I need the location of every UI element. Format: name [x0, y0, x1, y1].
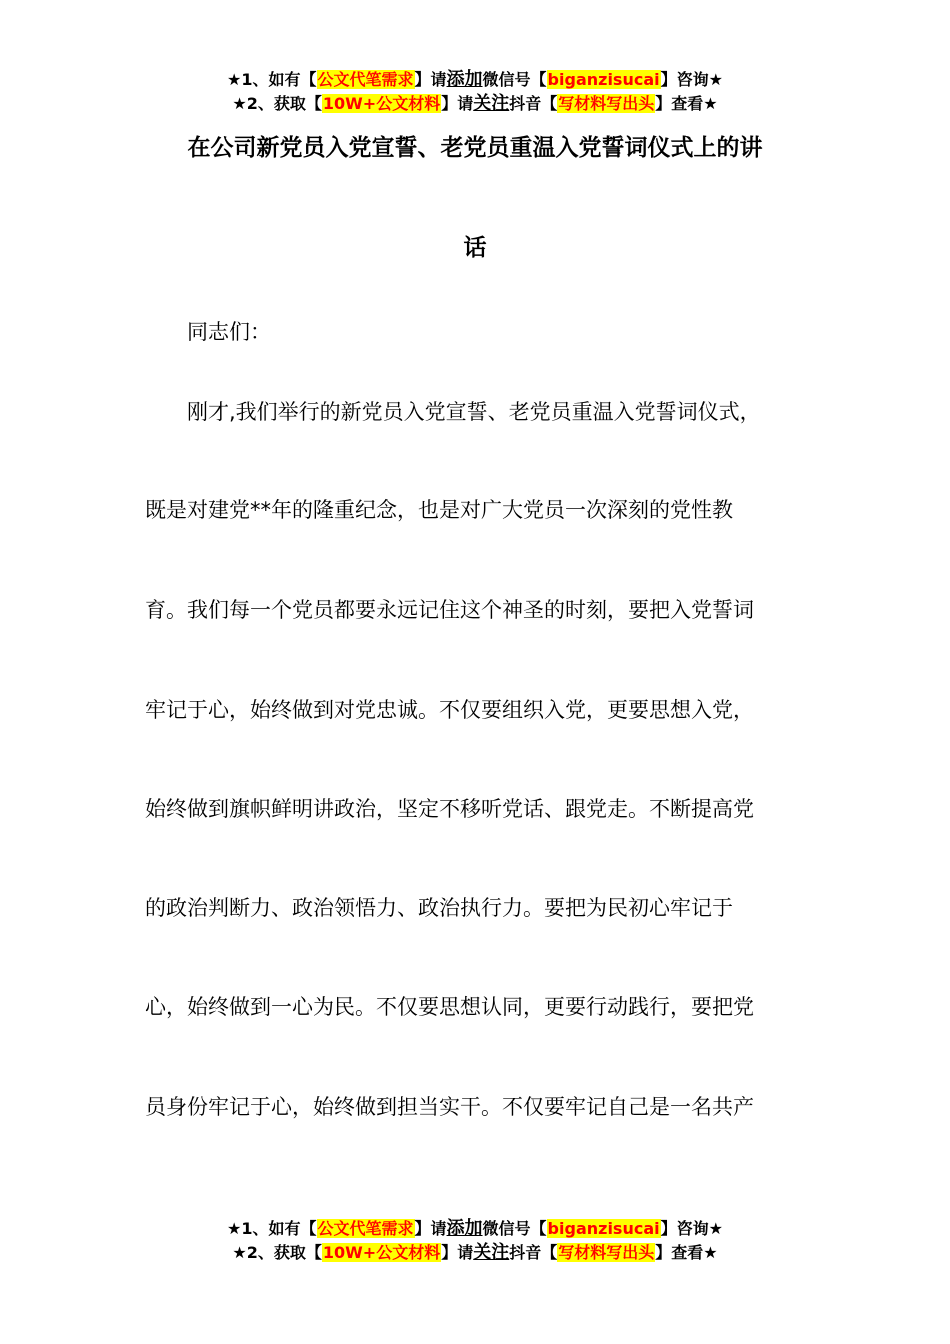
banner-line-2: [0, 92, 950, 116]
banner-highlight: 10W+公文材料: [322, 1243, 441, 1262]
body-line: 始终做到旗帜鲜明讲政治，坚定不移听党话、跟党走。不断提高党: [145, 797, 754, 821]
banner-line-2: [0, 1241, 950, 1265]
footer-banner: [0, 1217, 950, 1265]
banner-text: 微信号【: [482, 1219, 547, 1238]
banner-text: 】请: [414, 70, 447, 89]
banner-emphasis: 添加: [446, 1218, 483, 1239]
banner-highlight: 10W+公文材料: [322, 94, 441, 113]
body-line: 员身份牢记于心，始终做到担当实干。不仅要牢记自己是一名共产: [145, 1095, 754, 1119]
banner-text: 】咨询★: [660, 70, 723, 89]
banner-text: 抖音【: [509, 1243, 558, 1262]
body-line: 育。我们每一个党员都要永远记住这个神圣的时刻，要把入党誓词: [145, 598, 754, 622]
banner-line-1: [0, 1217, 950, 1241]
banner-highlight: 公文代笔需求: [317, 70, 414, 89]
body-line: 牢记于心，始终做到对党忠诚。不仅要组织入党，更要思想入党，: [145, 698, 754, 722]
banner-highlight: 写材料写出头: [558, 1243, 655, 1262]
banner-text: ★2、获取【: [232, 94, 322, 113]
banner-text: 】查看★: [655, 94, 718, 113]
banner-highlight: 公文代笔需求: [317, 1219, 414, 1238]
banner-emphasis: 添加: [446, 69, 483, 90]
banner-line-1: [0, 68, 950, 92]
banner-text: 】请: [414, 1219, 447, 1238]
banner-text: 】查看★: [655, 1243, 718, 1262]
banner-text: 抖音【: [509, 94, 558, 113]
salutation: 同志们：: [187, 320, 271, 344]
body-line: 刚才,我们举行的新党员入党宣誓、老党员重温入党誓词仪式，: [187, 400, 761, 424]
banner-highlight: 写材料写出头: [558, 94, 655, 113]
banner-emphasis: 关注: [473, 93, 510, 114]
body-line: 的政治判断力、政治领悟力、政治执行力。要把为民初心牢记于: [145, 896, 733, 920]
banner-text: 】咨询★: [660, 1219, 723, 1238]
header-banner: [0, 68, 950, 116]
body-line: 心，始终做到一心为民。不仅要思想认同，更要行动践行，要把党: [145, 995, 754, 1019]
banner-text: 微信号【: [482, 70, 547, 89]
document-title-line-2: 话: [463, 235, 487, 261]
body-line: 既是对建党**年的隆重纪念，也是对广大党员一次深刻的党性教: [145, 498, 733, 522]
banner-text: ★1、如有【: [227, 70, 317, 89]
banner-emphasis: 关注: [473, 1242, 510, 1263]
banner-highlight: biganzisucai: [547, 1219, 660, 1238]
banner-text: 】请: [441, 94, 474, 113]
document-title-line-1: 在公司新党员入党宣誓、老党员重温入党誓词仪式上的讲: [187, 135, 763, 161]
banner-highlight: biganzisucai: [547, 70, 660, 89]
banner-text: ★2、获取【: [232, 1243, 322, 1262]
banner-text: ★1、如有【: [227, 1219, 317, 1238]
banner-text: 】请: [441, 1243, 474, 1262]
